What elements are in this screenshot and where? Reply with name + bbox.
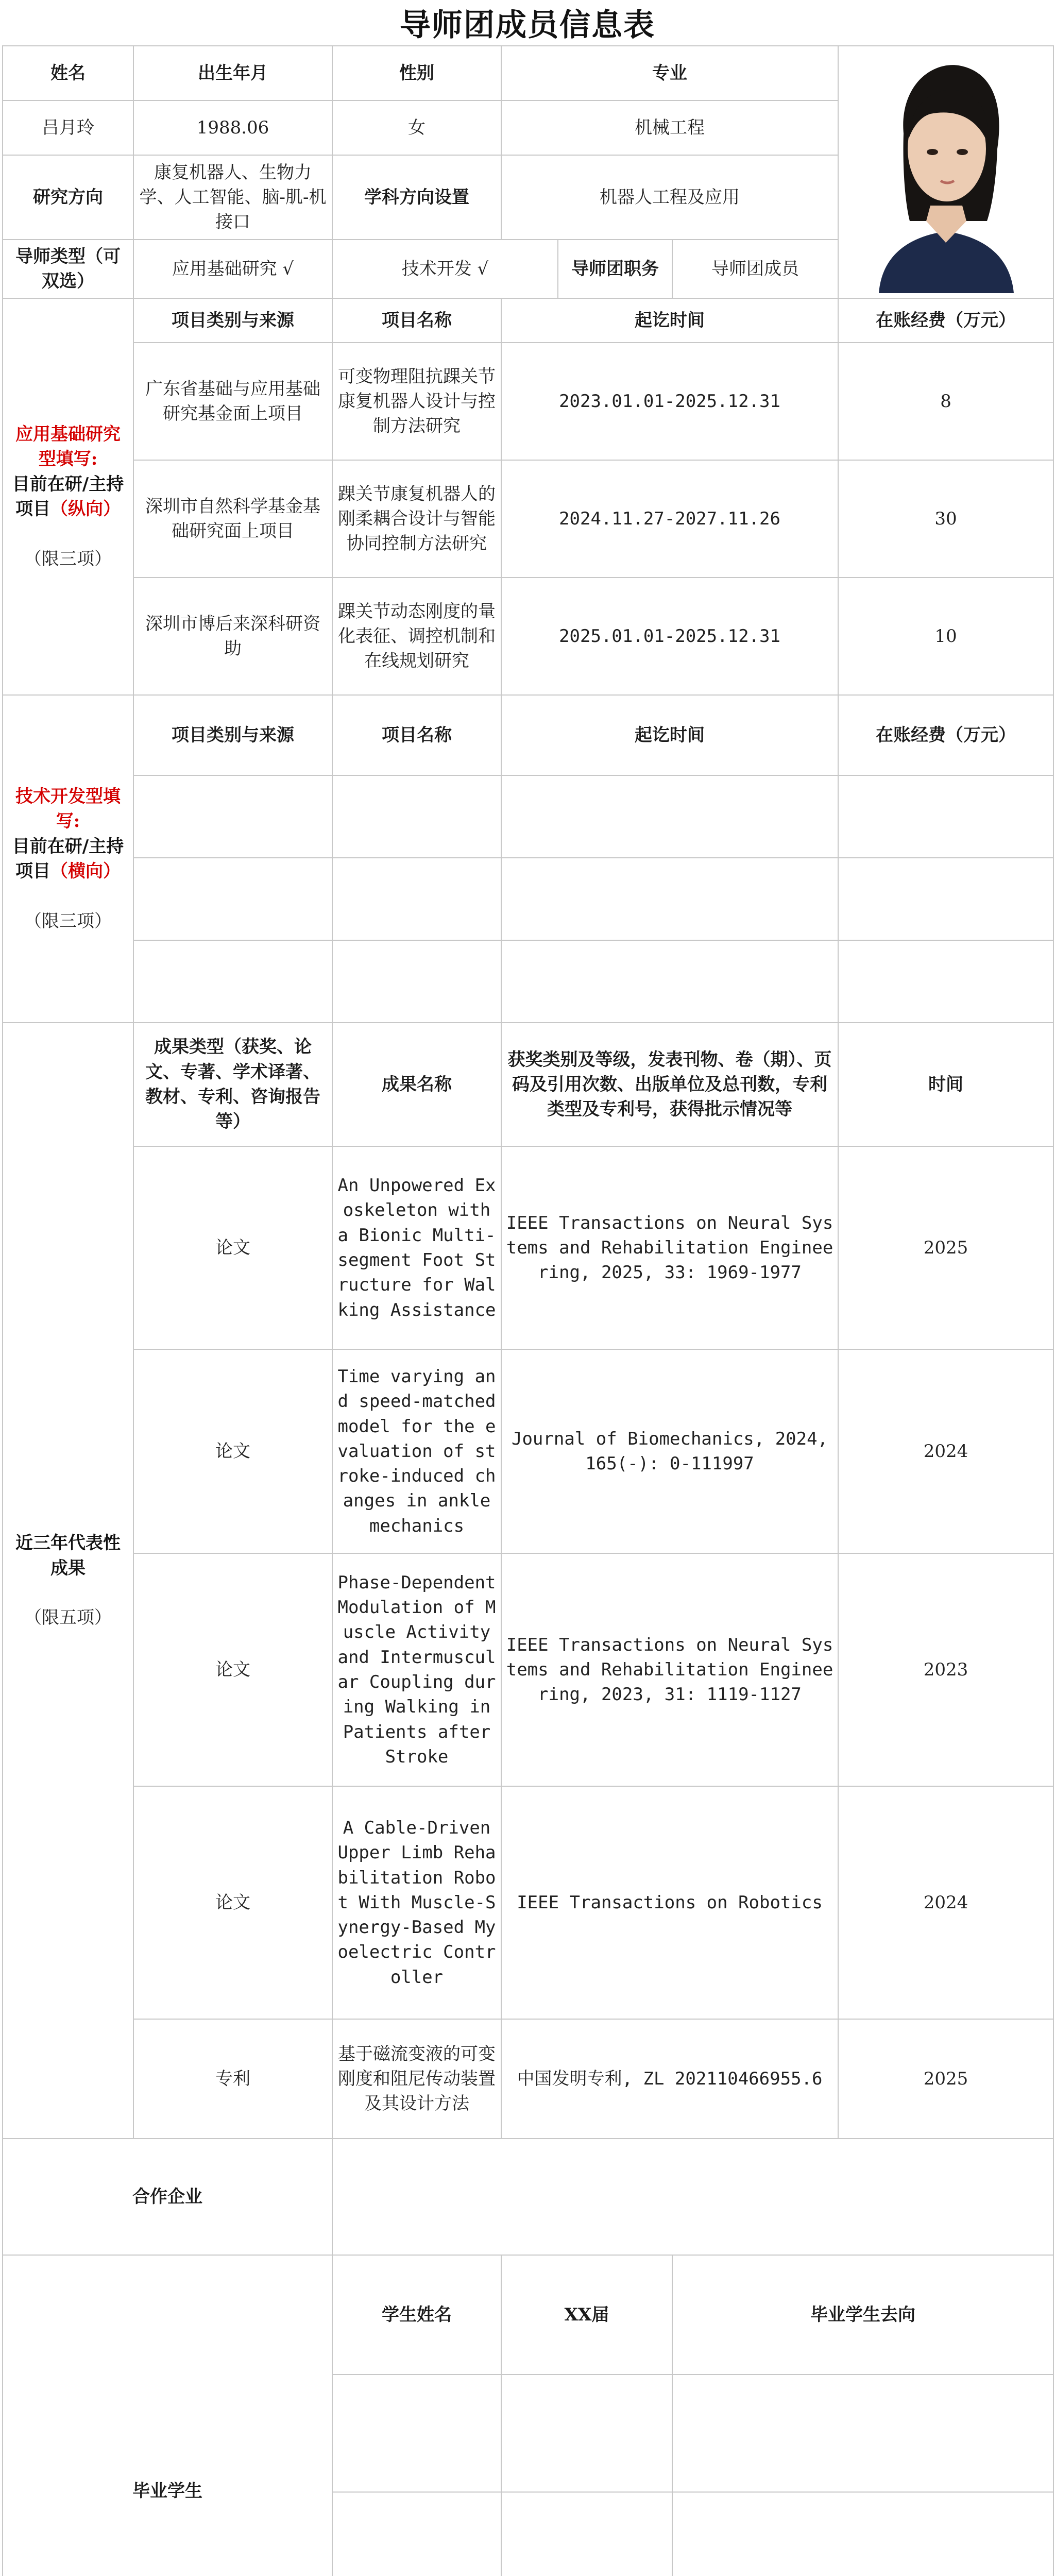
gender-label: 性别 (332, 46, 501, 100)
major-label: 专业 (501, 46, 838, 100)
project-period: 2024.11.27-2027.11.26 (501, 460, 838, 578)
achievement-name: 基于磁流变液的可变刚度和阻尼传动装置及其设计方法 (332, 2019, 501, 2139)
table-row (3, 1553, 1053, 1786)
empty-cell[interactable] (133, 775, 332, 858)
col-tech-source: 项目类别与来源 (133, 695, 332, 775)
major-value: 机械工程 (501, 100, 838, 155)
empty-cell[interactable] (332, 775, 501, 858)
achievements-label: 近三年代表性成果 （限五项） (3, 1023, 133, 2139)
table-row (3, 1349, 1053, 1553)
info-table (2, 45, 1054, 2576)
project-funds: 30 (838, 460, 1053, 578)
table-row (3, 1146, 1053, 1349)
achievement-name: An Unpowered Exoskeleton with a Bionic Multi-segment Foot Structure for Walking Assistance (332, 1146, 501, 1349)
table-row (3, 775, 1053, 858)
mentor-type-label: 导师类型（可双选） (3, 240, 133, 298)
empty-cell[interactable] (501, 858, 838, 940)
project-name: 踝关节康复机器人的刚柔耦合设计与智能协同控制方法研究 (332, 460, 501, 578)
type-tech-development: 技术开发 √ (332, 240, 558, 298)
portrait-photo (869, 51, 1023, 293)
empty-cell[interactable] (133, 858, 332, 940)
achievement-year: 2025 (838, 2019, 1053, 2139)
birth-value: 1988.06 (133, 100, 332, 155)
col-graduation-year: XX届 (501, 2255, 672, 2375)
table-row (3, 343, 1053, 460)
col-achievement-type: 成果类型（获奖、论文、专著、学术译著、教材、专利、咨询报告等） (133, 1023, 332, 1146)
achievement-type: 论文 (133, 1146, 332, 1349)
empty-cell[interactable] (332, 940, 501, 1023)
col-tech-funds: 在账经费（万元） (838, 695, 1053, 775)
achievement-type: 论文 (133, 1349, 332, 1553)
table-row (3, 1786, 1053, 2019)
research-label: 研究方向 (3, 155, 133, 240)
col-achievement-detail: 获奖类别及等级，发表刊物、卷（期）、页码及引用次数、出版单位及总刊数，专利类型及专利号，获得批示情况等 (501, 1023, 838, 1146)
achievement-detail: IEEE Transactions on Robotics (501, 1786, 838, 2019)
achievement-type: 专利 (133, 2019, 332, 2139)
project-source: 深圳市博后来深科研资助 (133, 578, 332, 695)
achievement-year: 2023 (838, 1553, 1053, 1786)
col-student-name: 学生姓名 (332, 2255, 501, 2375)
table-row (3, 940, 1053, 1023)
empty-cell[interactable] (501, 940, 838, 1023)
birth-label: 出生年月 (133, 46, 332, 100)
discipline-label: 学科方向设置 (332, 155, 501, 240)
empty-cell[interactable] (501, 2492, 672, 2576)
discipline-value: 机器人工程及应用 (501, 155, 838, 240)
empty-cell[interactable] (332, 2375, 501, 2492)
col-project-funds: 在账经费（万元） (838, 298, 1053, 343)
duty-label: 导师团职务 (558, 240, 672, 298)
col-achievement-year: 时间 (838, 1023, 1053, 1146)
empty-cell[interactable] (838, 940, 1053, 1023)
project-funds: 10 (838, 578, 1053, 695)
cooperation-label: 合作企业 (3, 2139, 332, 2255)
cooperation-value[interactable] (332, 2139, 1053, 2255)
empty-cell[interactable] (838, 858, 1053, 940)
table-row (3, 460, 1053, 578)
achievement-year: 2024 (838, 1786, 1053, 2019)
project-source: 深圳市自然科学基金基础研究面上项目 (133, 460, 332, 578)
col-tech-name: 项目名称 (332, 695, 501, 775)
name-value: 吕月玲 (3, 100, 133, 155)
type-basic-research: 应用基础研究 √ (133, 240, 332, 298)
achievement-name: Time varying and speed-matched model for the evaluation of stroke-induced changes in ankle mechanics (332, 1349, 501, 1553)
project-name: 可变物理阻抗踝关节康复机器人设计与控制方法研究 (332, 343, 501, 460)
duty-value: 导师团成员 (672, 240, 838, 298)
graduates-label: 毕业学生 (3, 2255, 332, 2576)
empty-cell[interactable] (332, 2492, 501, 2576)
table-row (3, 858, 1053, 940)
col-project-name: 项目名称 (332, 298, 501, 343)
empty-cell[interactable] (501, 775, 838, 858)
col-project-period: 起讫时间 (501, 298, 838, 343)
achievement-type: 论文 (133, 1553, 332, 1786)
basic-projects-label: 应用基础研究型填写: 目前在研/主持项目（纵向） （限三项） (3, 298, 133, 695)
table-row (3, 578, 1053, 695)
page-title: 导师团成员信息表 (400, 7, 655, 43)
project-source: 广东省基础与应用基础研究基金面上项目 (133, 343, 332, 460)
project-funds: 8 (838, 343, 1053, 460)
gender-value: 女 (332, 100, 501, 155)
empty-cell[interactable] (332, 858, 501, 940)
achievement-year: 2025 (838, 1146, 1053, 1349)
col-graduate-destination: 毕业学生去向 (672, 2255, 1053, 2375)
research-value: 康复机器人、生物力学、人工智能、脑-肌-机接口 (133, 155, 332, 240)
achievement-name: Phase-Dependent Modulation of Muscle Activity and Intermuscular Coupling during Walking in Patients after Stroke (332, 1553, 501, 1786)
project-period: 2023.01.01-2025.12.31 (501, 343, 838, 460)
achievement-detail: IEEE Transactions on Neural Systems and Rehabilitation Engineering, 2025, 33: 1969-1977 (501, 1146, 838, 1349)
empty-cell[interactable] (838, 775, 1053, 858)
achievement-type: 论文 (133, 1786, 332, 2019)
achievement-detail: IEEE Transactions on Neural Systems and Rehabilitation Engineering, 2023, 31: 1119-1127 (501, 1553, 838, 1786)
photo-cell (838, 46, 1053, 298)
achievement-detail: Journal of Biomechanics, 2024, 165(-): 0-111997 (501, 1349, 838, 1553)
col-achievement-name: 成果名称 (332, 1023, 501, 1146)
table-row (3, 2019, 1053, 2139)
achievement-name: A Cable-Driven Upper Limb Rehabilitation Robot With Muscle-Synergy-Based Myoelectric Controller (332, 1786, 501, 2019)
name-label: 姓名 (3, 46, 133, 100)
col-project-source: 项目类别与来源 (133, 298, 332, 343)
tech-projects-label: 技术开发型填写: 目前在研/主持项目（横向） （限三项） (3, 695, 133, 1023)
empty-cell[interactable] (133, 940, 332, 1023)
project-period: 2025.01.01-2025.12.31 (501, 578, 838, 695)
col-tech-period: 起讫时间 (501, 695, 838, 775)
achievement-detail: 中国发明专利, ZL 202110466955.6 (501, 2019, 838, 2139)
achievement-year: 2024 (838, 1349, 1053, 1553)
empty-cell[interactable] (672, 2375, 1053, 2492)
empty-cell[interactable] (672, 2492, 1053, 2576)
empty-cell[interactable] (501, 2375, 672, 2492)
project-name: 踝关节动态刚度的量化表征、调控机制和在线规划研究 (332, 578, 501, 695)
